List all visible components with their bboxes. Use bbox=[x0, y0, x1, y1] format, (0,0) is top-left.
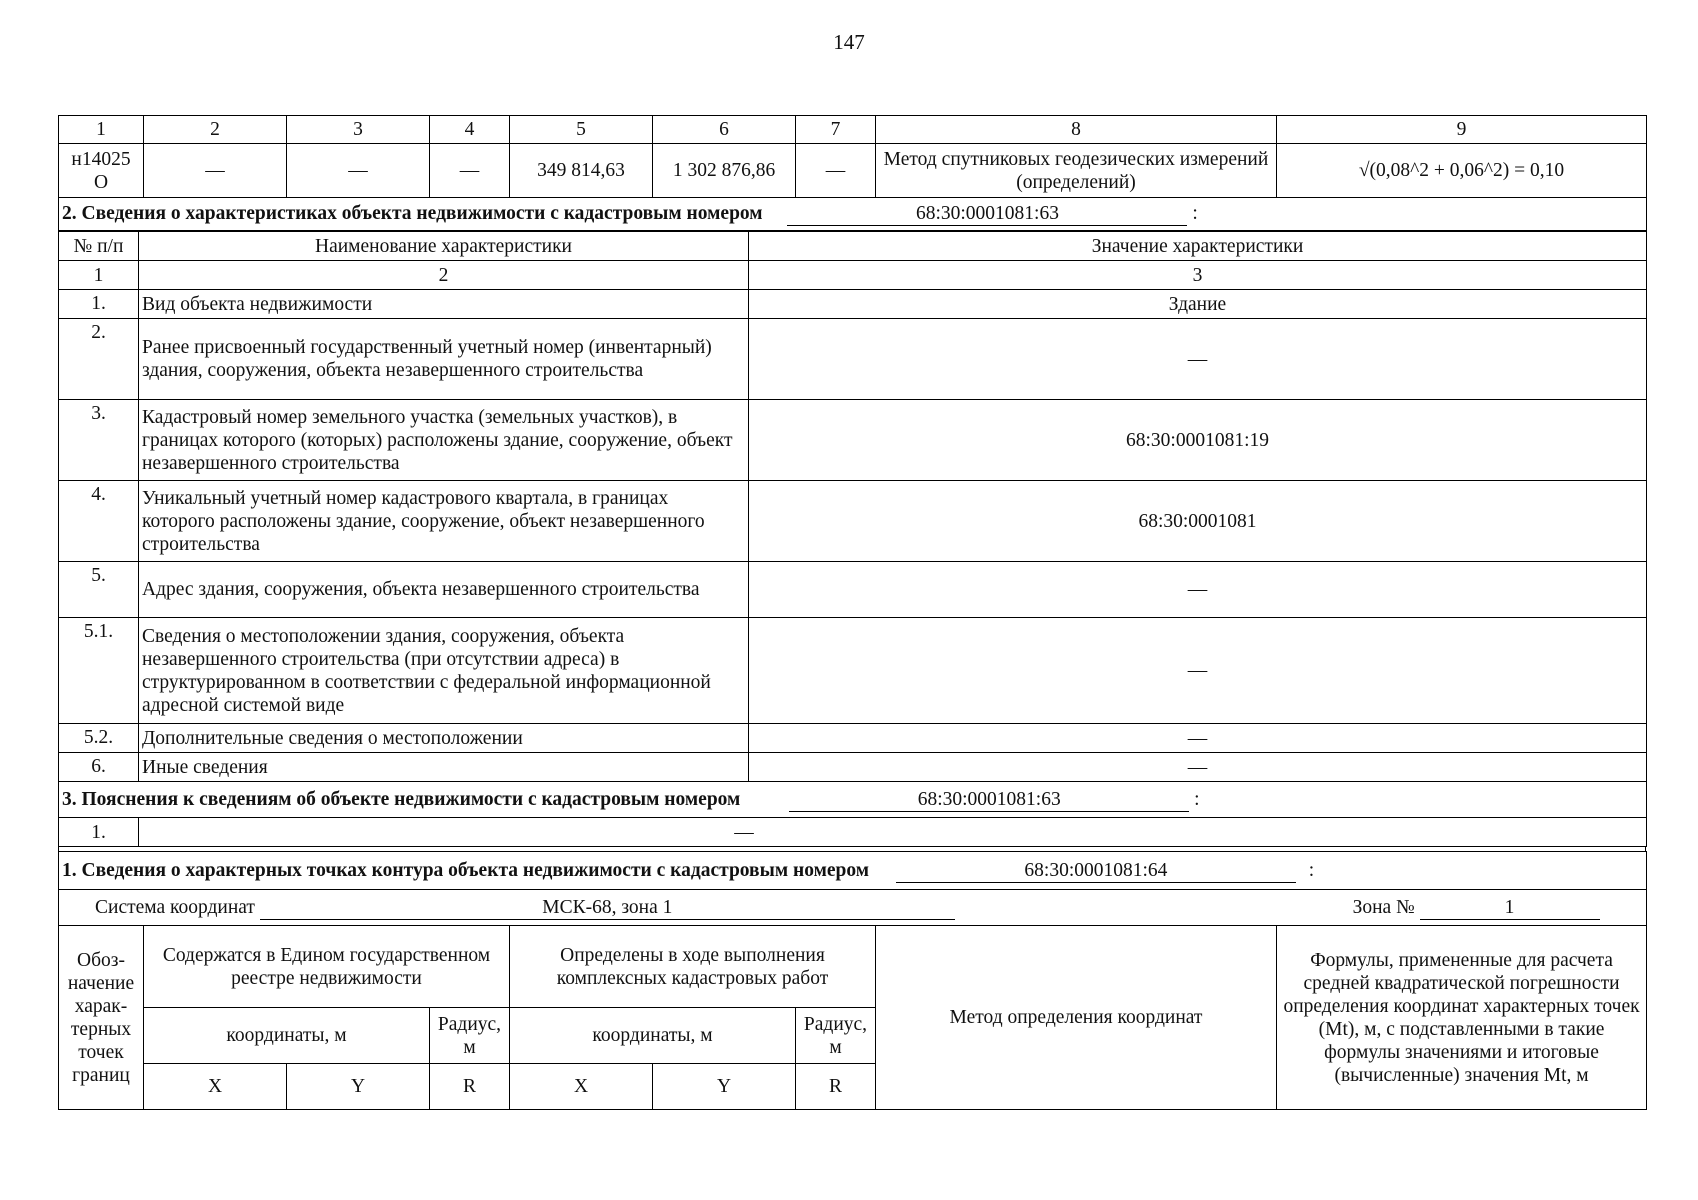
section1b-colon: : bbox=[1308, 859, 1315, 881]
col-number-2: 2 bbox=[139, 261, 749, 290]
header-r-egrn: R bbox=[430, 1064, 510, 1110]
col-number-6: 6 bbox=[653, 116, 796, 144]
row-num: 4. bbox=[59, 481, 139, 562]
row-value: Здание bbox=[749, 290, 1647, 319]
row-value: — bbox=[749, 724, 1647, 753]
header-r-ccw: R bbox=[796, 1064, 876, 1110]
cell-empty: — bbox=[287, 144, 430, 198]
table-row bbox=[59, 400, 1647, 481]
row-num: 5. bbox=[59, 562, 139, 618]
zone-value: 1 bbox=[1420, 896, 1600, 920]
page-number: 147 bbox=[833, 30, 865, 54]
header-coords-egrn: координаты, м bbox=[144, 1008, 430, 1064]
section2-title: 2. Сведения о характеристиках объекта недвижимости с кадастровым номером bbox=[62, 203, 763, 224]
header-egrn: Содержатся в Едином государственном реестре недвижимости bbox=[144, 926, 510, 1008]
table-row bbox=[59, 724, 1647, 753]
row-name: Сведения о местоположении здания, сооружения, объекта незавершенного строительства (при отсутствии адреса) в структурированном в соответствии с федеральной информационной адресной системой виде bbox=[139, 618, 749, 724]
table-row bbox=[59, 818, 1647, 847]
coord-y: 1 302 876,86 bbox=[653, 144, 796, 198]
row-num: 1. bbox=[59, 818, 139, 847]
section3-title-row bbox=[59, 782, 1647, 818]
document-body bbox=[58, 115, 1646, 1110]
col-number-7: 7 bbox=[796, 116, 876, 144]
col-number-1: 1 bbox=[59, 261, 139, 290]
table-row bbox=[59, 618, 1647, 724]
row-value: — bbox=[749, 618, 1647, 724]
table-row bbox=[59, 481, 1647, 562]
header-y-ccw: Y bbox=[653, 1064, 796, 1110]
table-row bbox=[59, 290, 1647, 319]
col-number-9: 9 bbox=[1277, 116, 1647, 144]
row-value: — bbox=[749, 319, 1647, 400]
header-radius-ccw: Радиус, м bbox=[796, 1008, 876, 1064]
point-designation: н14025 О bbox=[59, 144, 144, 198]
zone-label: Зона № bbox=[1352, 896, 1415, 918]
table-row bbox=[59, 562, 1647, 618]
method-cell: Метод спутниковых геодезических измерений (определений) bbox=[876, 144, 1277, 198]
row-num: 2. bbox=[59, 319, 139, 400]
points-header-table bbox=[58, 851, 1647, 1110]
col-number-4: 4 bbox=[430, 116, 510, 144]
coord-system-value: МСК-68, зона 1 bbox=[260, 896, 955, 920]
cell-empty: — bbox=[144, 144, 287, 198]
section2-cadastral: 68:30:0001081:63 bbox=[787, 202, 1187, 226]
section1b-title: 1. Сведения о характерных точках контура объекта недвижимости с кадастровым номером bbox=[62, 859, 870, 881]
header-value: Значение характеристики bbox=[749, 232, 1647, 261]
row-value: — bbox=[749, 753, 1647, 782]
col-number-8: 8 bbox=[876, 116, 1277, 144]
coord-system-label: Система координат bbox=[95, 896, 255, 918]
section1b-title-row bbox=[59, 852, 1647, 890]
section3-colon: : bbox=[1194, 788, 1200, 810]
row-name: Кадастровый номер земельного участка (земельных участков), в границах которого (которых) расположены здание, сооружение, объект незавершенного строительства bbox=[139, 400, 749, 481]
header-x-ccw: X bbox=[510, 1064, 653, 1110]
header-method: Метод определения координат bbox=[876, 926, 1277, 1110]
row-name: Ранее присвоенный государственный учетный номер (инвентарный) здания, сооружения, объекта незавершенного строительства bbox=[139, 319, 749, 400]
col-number-3: 3 bbox=[287, 116, 430, 144]
section2-colon: : bbox=[1192, 203, 1198, 224]
header-radius-egrn: Радиус, м bbox=[430, 1008, 510, 1064]
cell-empty: — bbox=[796, 144, 876, 198]
row-name: Иные сведения bbox=[139, 753, 749, 782]
col-number-1: 1 bbox=[59, 116, 144, 144]
header-y-egrn: Y bbox=[287, 1064, 430, 1110]
row-value: 68:30:0001081:19 bbox=[749, 400, 1647, 481]
row-name: Дополнительные сведения о местоположении bbox=[139, 724, 749, 753]
section3-title: 3. Пояснения к сведениям об объекте недвижимости с кадастровым номером bbox=[62, 788, 741, 810]
row-value: 68:30:0001081 bbox=[749, 481, 1647, 562]
section3-cadastral: 68:30:0001081:63 bbox=[789, 788, 1189, 812]
header-name: Наименование характеристики bbox=[139, 232, 749, 261]
header-ccw: Определены в ходе выполнения комплексных кадастровых работ bbox=[510, 926, 876, 1008]
table-row bbox=[59, 753, 1647, 782]
col-number-5: 5 bbox=[510, 116, 653, 144]
header-num: № п/п bbox=[59, 232, 139, 261]
row-name: Уникальный учетный номер кадастрового квартала, в границах которого расположены здание, сооружение, объект незавершенного строительства bbox=[139, 481, 749, 562]
row-num: 5.1. bbox=[59, 618, 139, 724]
header-formula: Формулы, примененные для расчета средней квадратической погрешности определения координат характерных точек (Mt), м, с подставленными в такие формулы значениями и итоговые (вычисленные) значения Mt, м bbox=[1277, 926, 1647, 1110]
header-x-egrn: X bbox=[144, 1064, 287, 1110]
row-value: — bbox=[139, 818, 1647, 847]
header-coords-ccw: координаты, м bbox=[510, 1008, 796, 1064]
row-name: Вид объекта недвижимости bbox=[139, 290, 749, 319]
section2-title-row bbox=[59, 198, 1647, 231]
characteristics-table bbox=[58, 231, 1647, 847]
points-table-top bbox=[58, 115, 1647, 231]
header-point-designation: Обоз-начение харак-терных точек границ bbox=[59, 926, 144, 1110]
row-num: 6. bbox=[59, 753, 139, 782]
formula-cell: √(0,08^2 + 0,06^2) = 0,10 bbox=[1277, 144, 1647, 198]
section1b-cadastral: 68:30:0001081:64 bbox=[896, 859, 1296, 883]
row-num: 1. bbox=[59, 290, 139, 319]
cell-empty: — bbox=[430, 144, 510, 198]
row-name: Адрес здания, сооружения, объекта незавершенного строительства bbox=[139, 562, 749, 618]
row-num: 5.2. bbox=[59, 724, 139, 753]
row-num: 3. bbox=[59, 400, 139, 481]
coord-system-row bbox=[59, 890, 1647, 926]
coord-x: 349 814,63 bbox=[510, 144, 653, 198]
row-value: — bbox=[749, 562, 1647, 618]
col-number-3: 3 bbox=[749, 261, 1647, 290]
col-number-2: 2 bbox=[144, 116, 287, 144]
table-row bbox=[59, 319, 1647, 400]
